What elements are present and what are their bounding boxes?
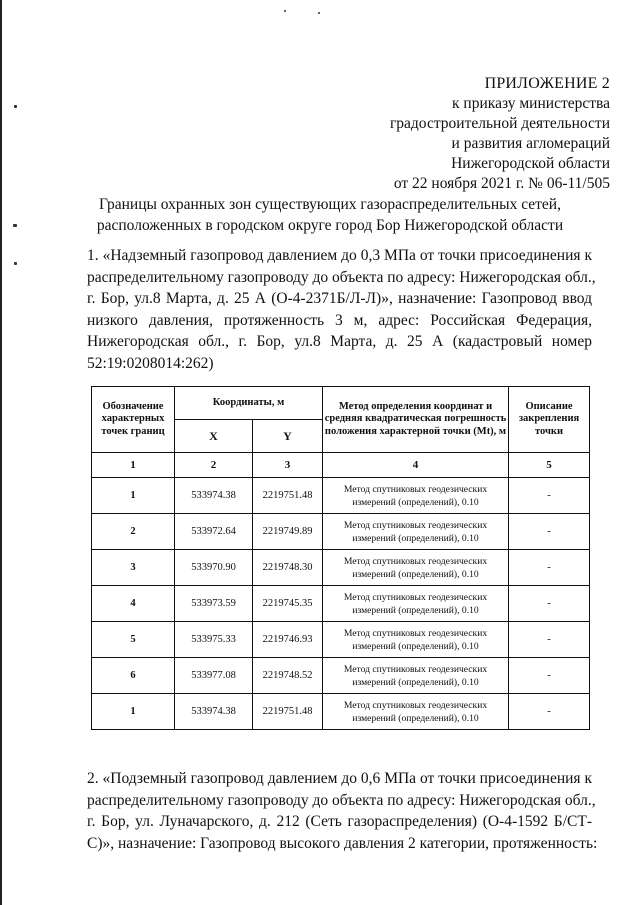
- paragraph-line: г. Бор, ул. Луначарского, д. 212 (Сеть газораспределения) (О-4-1592 Б/СТ-: [87, 813, 592, 830]
- paragraph-line: распределительному газопроводу до объекта по адресу: Нижегородская обл.,: [87, 268, 596, 286]
- header-designation: Обозначение характерных точек границ: [92, 387, 175, 453]
- point-cell: 3: [92, 550, 175, 586]
- point-cell: 2: [92, 514, 175, 550]
- method-cell: Метод спутниковых геодезических измерений (определений), 0.10: [323, 478, 509, 514]
- method-cell: Метод спутниковых геодезических измерений (определений), 0.10: [323, 550, 509, 586]
- x-cell: 533970.90: [175, 550, 253, 586]
- appendix-line: Нижегородской области: [451, 155, 610, 172]
- point-cell: 5: [92, 622, 175, 658]
- point-cell: 6: [92, 658, 175, 694]
- y-cell: 2219748.30: [253, 550, 323, 586]
- paragraph-line: распределительному газопроводу до объекта по адресу: Нижегородская обл.,: [87, 791, 596, 809]
- column-number: 2: [175, 453, 253, 478]
- x-cell: 533977.08: [175, 658, 253, 694]
- description-cell: -: [509, 478, 590, 514]
- description-cell: -: [509, 550, 590, 586]
- section-1-paragraph: [87, 245, 596, 374]
- column-number: 1: [92, 453, 175, 478]
- coordinates-table: [91, 386, 590, 730]
- y-cell: 2219748.52: [253, 658, 323, 694]
- method-cell: Метод спутниковых геодезических измерений (определений), 0.10: [323, 514, 509, 550]
- paragraph-line: низкого давления, протяженность 3 м, адрес: Российская Федерация,: [87, 311, 592, 329]
- x-cell: 533973.59: [175, 586, 253, 622]
- table-row: [92, 586, 590, 622]
- scan-speck: [14, 105, 17, 108]
- table-row: [92, 694, 590, 730]
- section-2-paragraph: [87, 768, 598, 854]
- appendix-line: к приказу министерства: [452, 95, 610, 112]
- document-title-line: расположенных в городском округе город Бор Нижегородской области: [96, 217, 564, 234]
- y-cell: 2219746.93: [253, 622, 323, 658]
- column-number: 4: [323, 453, 509, 478]
- paragraph-line: 2. «Подземный газопровод давлением до 0,6 МПа от точки присоединения к: [87, 770, 592, 787]
- point-cell: 1: [92, 478, 175, 514]
- description-cell: -: [509, 586, 590, 622]
- column-number: 3: [253, 453, 323, 478]
- paragraph-line: 1. «Надземный газопровод давлением до 0,3 МПа от точки присоединения к: [87, 247, 592, 264]
- method-cell: Метод спутниковых геодезических измерений (определений), 0.10: [323, 658, 509, 694]
- description-cell: -: [509, 658, 590, 694]
- table-row: [92, 550, 590, 586]
- column-numbers-row: [92, 453, 590, 478]
- y-cell: 2219751.48: [253, 694, 323, 730]
- description-cell: -: [509, 694, 590, 730]
- appendix-line: от 22 ноября 2021 г. № 06-11/505: [393, 175, 610, 192]
- column-number: 5: [509, 453, 590, 478]
- appendix-line: и развития агломераций: [451, 135, 610, 152]
- scan-speck: [318, 12, 320, 14]
- scan-edge: [0, 0, 2, 905]
- appendix-block: [390, 74, 610, 194]
- y-cell: 2219751.48: [253, 478, 323, 514]
- point-cell: 1: [92, 694, 175, 730]
- x-cell: 533972.64: [175, 514, 253, 550]
- table-row: [92, 514, 590, 550]
- document-title-line: Границы охранных зон существующих газораспределительных сетей,: [99, 196, 561, 213]
- paragraph-line: г. Бор, ул.8 Марта, д. 25 А (О-4-2371Б/Л-Л)», назначение: Газопровод ввод: [87, 290, 592, 307]
- scan-speck: [14, 262, 17, 265]
- appendix-title: ПРИЛОЖЕНИЕ 2: [484, 75, 610, 92]
- appendix-line: градостроительной деятельности: [389, 115, 610, 132]
- document-title: [60, 194, 600, 236]
- header-x: X: [175, 420, 253, 453]
- y-cell: 2219749.89: [253, 514, 323, 550]
- table-row: [92, 478, 590, 514]
- header-y: Y: [253, 420, 323, 453]
- method-cell: Метод спутниковых геодезических измерений (определений), 0.10: [323, 694, 509, 730]
- method-cell: Метод спутниковых геодезических измерений (определений), 0.10: [323, 586, 509, 622]
- description-cell: -: [509, 622, 590, 658]
- x-cell: 533974.38: [175, 478, 253, 514]
- scan-speck: [284, 10, 286, 12]
- y-cell: 2219745.35: [253, 586, 323, 622]
- header-description: Описание закрепления точки: [509, 387, 590, 453]
- header-method: Метод определения координат и средняя квадратическая погрешность положения характерной точки (Мt), м: [323, 387, 509, 453]
- point-cell: 4: [92, 586, 175, 622]
- table-row: [92, 622, 590, 658]
- x-cell: 533975.33: [175, 622, 253, 658]
- header-coordinates: Координаты, м: [175, 387, 323, 420]
- x-cell: 533974.38: [175, 694, 253, 730]
- description-cell: -: [509, 514, 590, 550]
- method-cell: Метод спутниковых геодезических измерений (определений), 0.10: [323, 622, 509, 658]
- paragraph-line: 52:19:0208014:262): [87, 354, 214, 372]
- scan-speck: [13, 224, 17, 227]
- paragraph-line: С)», назначение: Газопровод высокого давления 2 категории, протяженность:: [87, 834, 598, 852]
- table-row: [92, 658, 590, 694]
- paragraph-line: Нижегородская обл., г. Бор, ул.8 Марта, д. 25 А (кадастровый номер: [87, 333, 592, 350]
